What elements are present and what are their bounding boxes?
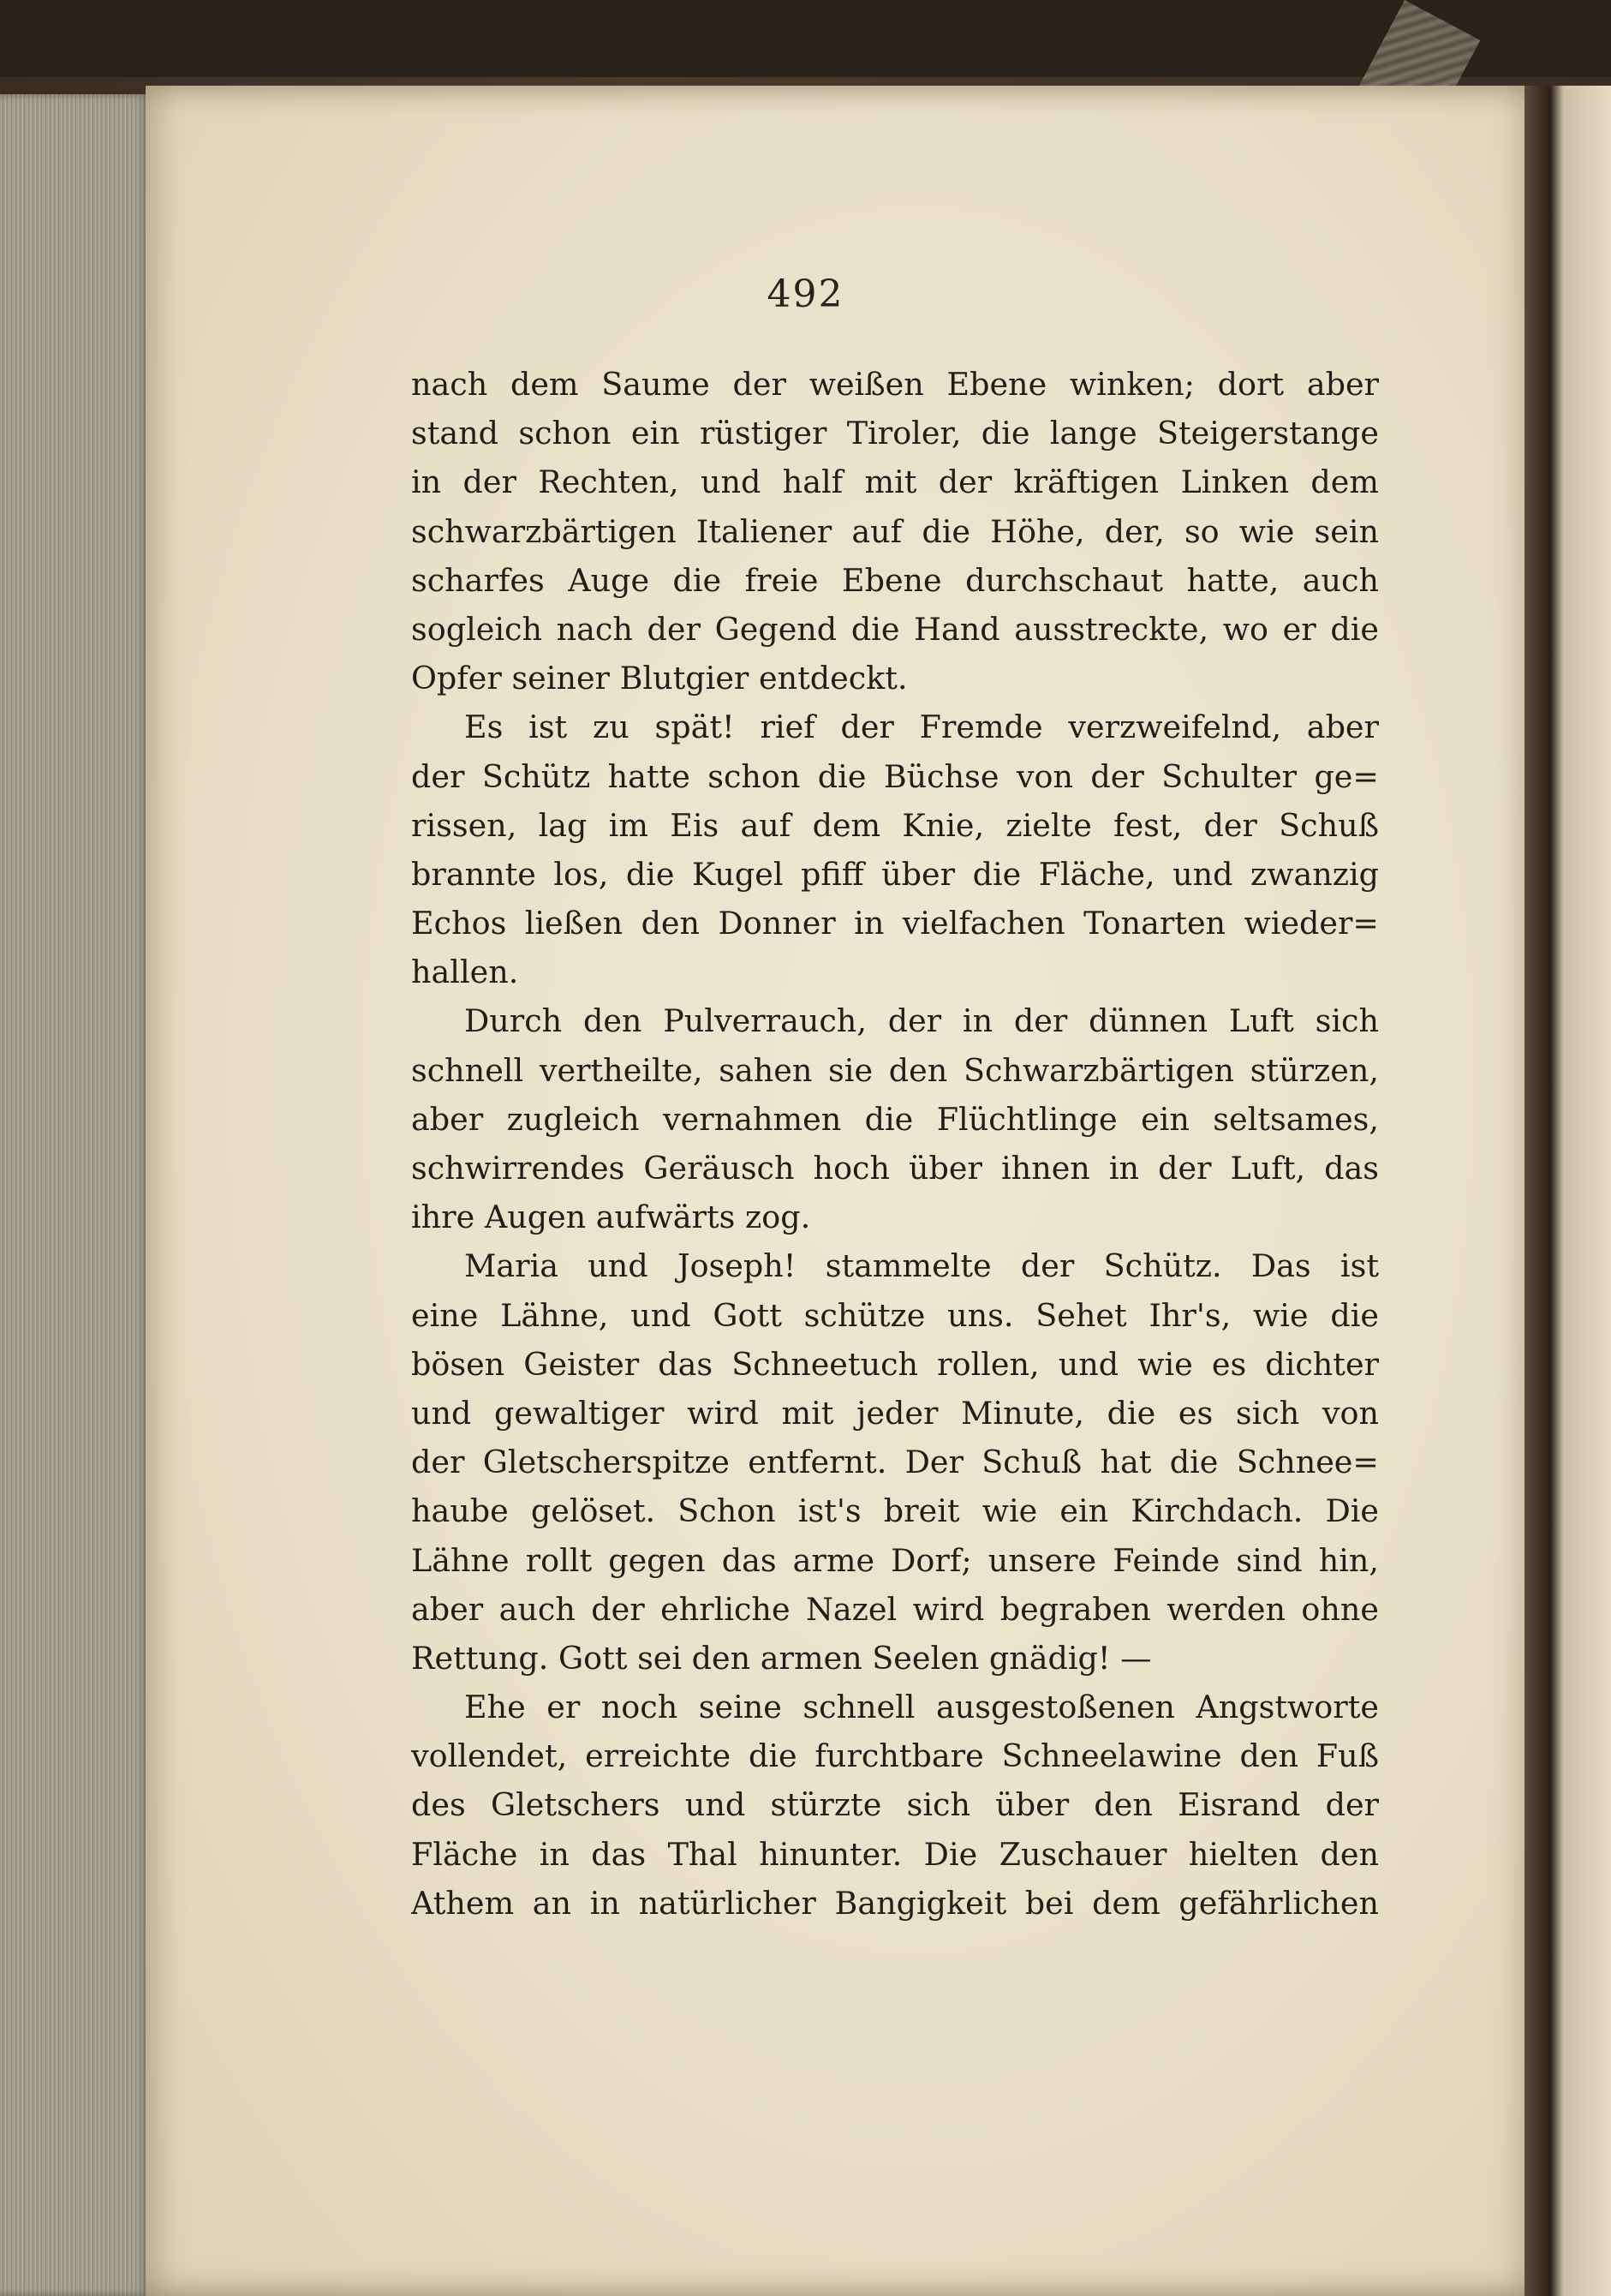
text-line: bösen Geister das Schneetuch rollen, und wie es dichter: [411, 1345, 1379, 1383]
text-line: Durch den Pulverrauch, der in der dünnen Luft sich: [464, 1002, 1379, 1040]
text-line: Ehe er noch seine schnell ausgestoßenen Angstworte: [464, 1689, 1379, 1726]
text-line: der Schütz hatte schon die Büchse von der Schulter ge=: [411, 757, 1379, 795]
text-line: hallen.: [411, 954, 519, 991]
text-line: haube gelöset. Schon ist's breit wie ein Kirchdach. Die: [411, 1492, 1379, 1530]
text-line: und gewaltiger wird mit jeder Minute, die es sich von: [411, 1394, 1379, 1432]
text-line: schwirrendes Geräusch hoch über ihnen in der Luft, das: [411, 1150, 1379, 1187]
text-line: sogleich nach der Gegend die Hand ausstreckte, wo er die: [411, 610, 1379, 648]
text-line: Fläche in das Thal hinunter. Die Zuschauer hielten den: [411, 1835, 1379, 1873]
text-line: vollendet, erreichte die furchtbare Schneelawine den Fuß: [411, 1737, 1379, 1775]
text-line: Opfer seiner Blutgier entdeckt.: [411, 660, 908, 697]
text-line: der Gletscherspitze entfernt. Der Schuß hat die Schnee=: [411, 1444, 1379, 1481]
text-line: aber zugleich vernahmen die Flüchtlinge ein seltsames,: [411, 1100, 1379, 1138]
text-line: nach dem Saume der weißen Ebene winken; dort aber: [411, 366, 1379, 403]
text-line: brannte los, die Kugel pfiff über die Fläche, und zwanzig: [411, 855, 1379, 893]
text-line: in der Rechten, und half mit der kräftigen Linken dem: [411, 463, 1379, 501]
text-line: scharfes Auge die freie Ebene durchschaut hatte, auch: [411, 561, 1379, 599]
text-line: Athem an in natürlicher Bangigkeit bei dem gefährlichen: [411, 1884, 1379, 1922]
text-line: rissen, lag im Eis auf dem Knie, zielte fest, der Schuß: [411, 806, 1379, 844]
text-line: Rettung. Gott sei den armen Seelen gnädig! —: [411, 1639, 1152, 1677]
text-line: Echos ließen den Donner in vielfachen Tonarten wieder=: [411, 905, 1379, 942]
text-line: aber auch der ehrliche Nazel wird begraben werden ohne: [411, 1590, 1379, 1628]
text-line: schnell vertheilte, sahen sie den Schwarzbärtigen stürzen,: [411, 1051, 1379, 1089]
text-line: Es ist zu spät! rief der Fremde verzweifelnd, aber: [464, 709, 1379, 746]
text-line: des Gletschers und stürzte sich über den Eisrand der: [411, 1786, 1379, 1824]
text-line: eine Lähne, und Gott schütze uns. Sehet Ihr's, wie die: [411, 1296, 1379, 1334]
body-text: [411, 360, 1379, 1928]
page-gutter: [1524, 86, 1611, 2296]
text-line: Maria und Joseph! stammelte der Schütz. Das ist: [464, 1247, 1379, 1285]
text-line: stand schon ein rüstiger Tiroler, die lange Steigerstange: [411, 415, 1379, 452]
page-number: 492: [767, 272, 844, 316]
page-edges: [0, 94, 150, 2296]
text-line: ihre Augen aufwärts zog.: [411, 1199, 811, 1236]
text-line: schwarzbärtigen Italiener auf die Höhe, der, so wie sein: [411, 512, 1379, 550]
text-line: Lähne rollt gegen das arme Dorf; unsere Feinde sind hin,: [411, 1541, 1379, 1579]
